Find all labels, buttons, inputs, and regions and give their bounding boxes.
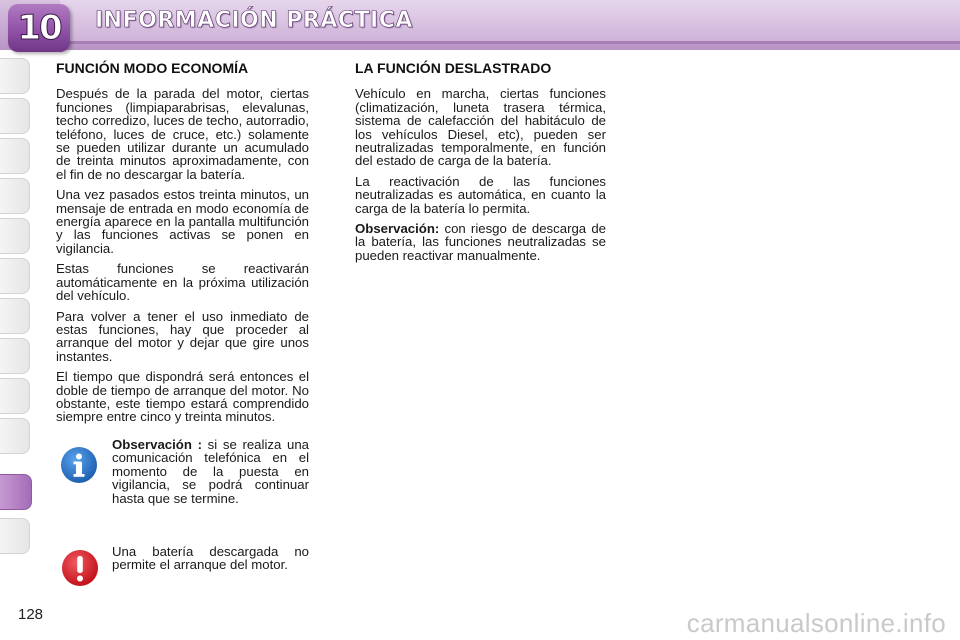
page-header bbox=[0, 0, 960, 50]
right-column bbox=[355, 62, 606, 269]
side-tab-1[interactable] bbox=[0, 58, 30, 94]
side-tab-12[interactable] bbox=[0, 518, 30, 554]
side-tab-9[interactable] bbox=[0, 378, 30, 414]
info-note-text: si se realiza una comunicación telefónica en el momento de la puesta en vigilancia, se podrá continuar hasta que se termine. bbox=[112, 437, 309, 506]
side-tab-8[interactable] bbox=[0, 338, 30, 374]
left-column bbox=[56, 62, 309, 431]
paragraph: Vehículo en marcha, ciertas funciones (climatización, luneta trasera térmica, sistema de calefacción del habitáculo de los vehículos Diesel, etc), pueden ser neutralizadas temporalmente, en función del estado de carga de la batería. bbox=[355, 86, 606, 169]
page-title: INFORMACIÓN PRÁCTICA bbox=[95, 8, 413, 33]
side-tab-5[interactable] bbox=[0, 218, 30, 254]
side-tab-2[interactable] bbox=[0, 98, 30, 134]
chapter-badge: 10 bbox=[8, 4, 70, 52]
paragraph: El tiempo que dispondrá será entonces el doble de tiempo de arranque del motor. No obstante, este tiempo estará comprendido siempre entre cinco y treinta minutos. bbox=[56, 369, 309, 425]
info-note-label: Observación : bbox=[112, 437, 202, 452]
paragraph: Después de la parada del motor, ciertas funciones (limpiaparabrisas, elevalunas, techo corredizo, luces de techo, autorradio, teléfono, luces de cruce, etc.) solamente se pueden utilizar durante un acumulado de treinta minutos aproximadamente, con el fin de no descargar la batería. bbox=[56, 86, 309, 182]
side-tab-10[interactable] bbox=[0, 418, 30, 454]
side-tab-active[interactable] bbox=[0, 474, 32, 510]
observation-text: con riesgo de descarga de la batería, las funciones neutralizadas se pueden reactivar manualmente. bbox=[355, 221, 606, 263]
watermark: carmanualsonline.info bbox=[686, 608, 946, 638]
paragraph: La reactivación de las funciones neutralizadas es automática, en cuanto la carga de la batería lo permita. bbox=[355, 173, 606, 216]
section-title-economy: FUNCIÓN MODO ECONOMÍA bbox=[56, 60, 249, 76]
info-note bbox=[112, 438, 309, 505]
page-number: 128 bbox=[18, 606, 44, 623]
side-tab-3[interactable] bbox=[0, 138, 30, 174]
side-tab-4[interactable] bbox=[0, 178, 30, 214]
observation-paragraph bbox=[355, 222, 606, 262]
info-icon bbox=[60, 446, 98, 484]
paragraph: Para volver a tener el uso inmediato de estas funciones, hay que proceder al arranque del motor y dejar que gire unos instantes. bbox=[56, 308, 309, 364]
paragraph: Estas funciones se reactivarán automáticamente en la próxima utilización del vehículo. bbox=[56, 261, 309, 304]
paragraph: Una vez pasados estos treinta minutos, un mensaje de entrada en modo economía de energía aparece en la pantalla multifunción y las funciones activas se ponen en vigilancia. bbox=[56, 187, 309, 256]
side-tab-6[interactable] bbox=[0, 258, 30, 294]
warning-note: Una batería descargada no permite el arranque del motor. bbox=[112, 544, 309, 573]
side-tab-7[interactable] bbox=[0, 298, 30, 334]
side-tabs bbox=[0, 58, 34, 578]
warning-icon bbox=[61, 549, 99, 587]
section-title-load-shedding: LA FUNCIÓN DESLASTRADO bbox=[355, 60, 552, 76]
observation-label: Observación: bbox=[355, 221, 440, 237]
